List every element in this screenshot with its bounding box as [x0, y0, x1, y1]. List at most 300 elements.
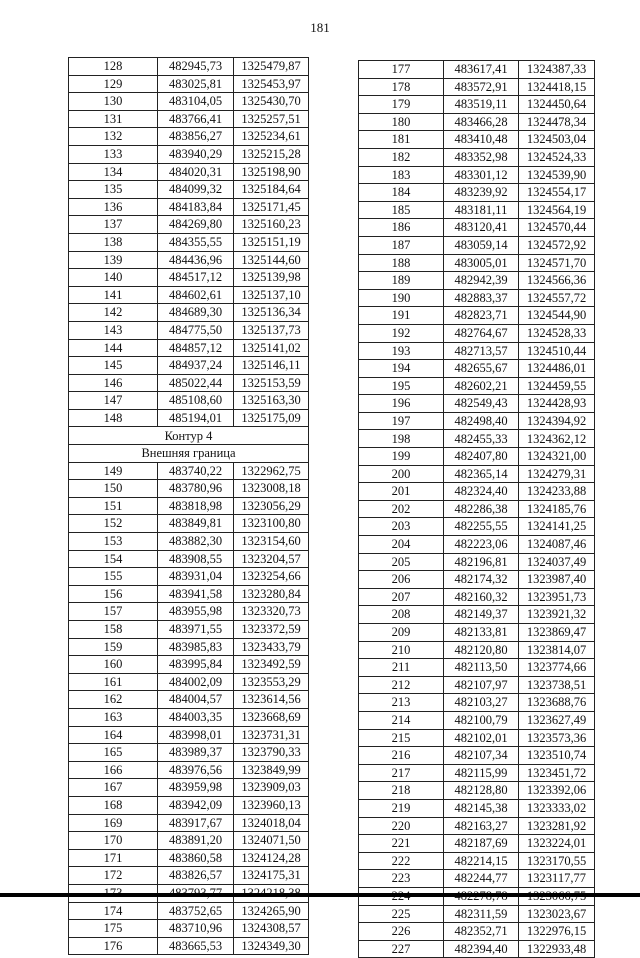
point-number-cell: 217 — [359, 764, 444, 782]
point-number-cell: 226 — [359, 923, 444, 941]
x-coordinate-cell: 483995,84 — [158, 656, 234, 674]
table-row — [69, 75, 309, 93]
x-coordinate-cell: 483752,65 — [158, 902, 234, 920]
point-number-cell: 214 — [359, 711, 444, 729]
point-number-cell: 187 — [359, 236, 444, 254]
y-coordinate-cell: 1323510,74 — [519, 747, 595, 765]
table-row — [359, 870, 595, 888]
x-coordinate-cell: 482324,40 — [444, 483, 519, 501]
table-row — [359, 571, 595, 589]
right-table-body — [359, 61, 595, 958]
x-coordinate-cell: 482187,69 — [444, 835, 519, 853]
x-coordinate-cell: 485194,01 — [158, 409, 234, 427]
y-coordinate-cell: 1323008,18 — [234, 480, 309, 498]
y-coordinate-cell: 1325234,61 — [234, 128, 309, 146]
point-number-cell: 129 — [69, 75, 158, 93]
table-row — [69, 269, 309, 287]
x-coordinate-cell: 484020,31 — [158, 163, 234, 181]
x-coordinate-cell: 482311,59 — [444, 905, 519, 923]
table-row — [359, 78, 595, 96]
y-coordinate-cell: 1324571,70 — [519, 254, 595, 272]
table-row — [69, 233, 309, 251]
point-number-cell: 171 — [69, 849, 158, 867]
point-number-cell: 209 — [359, 624, 444, 642]
x-coordinate-cell: 482113,50 — [444, 659, 519, 677]
x-coordinate-cell: 483766,41 — [158, 110, 234, 128]
x-coordinate-cell: 483891,20 — [158, 832, 234, 850]
table-row — [359, 553, 595, 571]
y-coordinate-cell: 1323433,79 — [234, 638, 309, 656]
contour-title-row — [69, 427, 309, 445]
point-number-cell: 192 — [359, 324, 444, 342]
point-number-cell: 196 — [359, 395, 444, 413]
x-coordinate-cell: 482655,67 — [444, 360, 519, 378]
table-row — [359, 606, 595, 624]
y-coordinate-cell: 1323774,66 — [519, 659, 595, 677]
y-coordinate-cell: 1324450,64 — [519, 96, 595, 114]
y-coordinate-cell: 1324321,00 — [519, 448, 595, 466]
point-number-cell: 191 — [359, 307, 444, 325]
table-row — [359, 483, 595, 501]
y-coordinate-cell: 1324486,01 — [519, 360, 595, 378]
x-coordinate-cell: 482455,33 — [444, 430, 519, 448]
point-number-cell: 142 — [69, 304, 158, 322]
point-number-cell: 199 — [359, 448, 444, 466]
table-row — [69, 691, 309, 709]
y-coordinate-cell: 1324279,31 — [519, 465, 595, 483]
table-row — [69, 920, 309, 938]
x-coordinate-cell: 484003,35 — [158, 708, 234, 726]
x-coordinate-cell: 482255,55 — [444, 518, 519, 536]
point-number-cell: 225 — [359, 905, 444, 923]
table-row — [359, 289, 595, 307]
y-coordinate-cell: 1324557,72 — [519, 289, 595, 307]
point-number-cell: 170 — [69, 832, 158, 850]
table-row — [69, 357, 309, 375]
point-number-cell: 131 — [69, 110, 158, 128]
y-coordinate-cell: 1323224,01 — [519, 835, 595, 853]
x-coordinate-cell: 483005,01 — [444, 254, 519, 272]
x-coordinate-cell: 483942,09 — [158, 796, 234, 814]
x-coordinate-cell: 484004,57 — [158, 691, 234, 709]
x-coordinate-cell: 482365,14 — [444, 465, 519, 483]
point-number-cell: 141 — [69, 286, 158, 304]
x-coordinate-cell: 483104,05 — [158, 93, 234, 111]
table-row — [69, 603, 309, 621]
table-row — [359, 782, 595, 800]
table-row — [359, 676, 595, 694]
x-coordinate-cell: 482223,06 — [444, 536, 519, 554]
y-coordinate-cell: 1323056,29 — [234, 497, 309, 515]
coordinates-table-right — [358, 60, 595, 958]
y-coordinate-cell: 1324175,31 — [234, 867, 309, 885]
point-number-cell: 134 — [69, 163, 158, 181]
table-row — [359, 835, 595, 853]
x-coordinate-cell: 483971,55 — [158, 621, 234, 639]
left-table-body-a — [69, 58, 309, 427]
x-coordinate-cell: 484269,80 — [158, 216, 234, 234]
x-coordinate-cell: 483519,11 — [444, 96, 519, 114]
x-coordinate-cell: 483998,01 — [158, 726, 234, 744]
point-number-cell: 215 — [359, 729, 444, 747]
table-row — [69, 286, 309, 304]
y-coordinate-cell: 1324018,04 — [234, 814, 309, 832]
point-number-cell: 181 — [359, 131, 444, 149]
table-row — [359, 236, 595, 254]
y-coordinate-cell: 1324387,33 — [519, 61, 595, 79]
table-row — [69, 761, 309, 779]
x-coordinate-cell: 482394,40 — [444, 940, 519, 958]
point-number-cell: 155 — [69, 568, 158, 586]
x-coordinate-cell: 482602,21 — [444, 377, 519, 395]
point-number-cell: 200 — [359, 465, 444, 483]
point-number-cell: 204 — [359, 536, 444, 554]
y-coordinate-cell: 1323451,72 — [519, 764, 595, 782]
x-coordinate-cell: 483181,11 — [444, 201, 519, 219]
table-row — [359, 518, 595, 536]
y-coordinate-cell: 1323573,36 — [519, 729, 595, 747]
table-row — [359, 395, 595, 413]
table-row — [359, 694, 595, 712]
y-coordinate-cell: 1325136,34 — [234, 304, 309, 322]
table-row — [69, 673, 309, 691]
y-coordinate-cell: 1323372,59 — [234, 621, 309, 639]
point-number-cell: 133 — [69, 145, 158, 163]
point-number-cell: 136 — [69, 198, 158, 216]
point-number-cell: 190 — [359, 289, 444, 307]
x-coordinate-cell: 483941,58 — [158, 585, 234, 603]
point-number-cell: 174 — [69, 902, 158, 920]
x-coordinate-cell: 483239,92 — [444, 184, 519, 202]
x-coordinate-cell: 483352,98 — [444, 148, 519, 166]
point-number-cell: 193 — [359, 342, 444, 360]
point-number-cell: 153 — [69, 533, 158, 551]
y-coordinate-cell: 1325151,19 — [234, 233, 309, 251]
point-number-cell: 140 — [69, 269, 158, 287]
y-coordinate-cell: 1325175,09 — [234, 409, 309, 427]
table-row — [69, 251, 309, 269]
x-coordinate-cell: 482149,37 — [444, 606, 519, 624]
x-coordinate-cell: 482549,43 — [444, 395, 519, 413]
y-coordinate-cell: 1325184,64 — [234, 181, 309, 199]
y-coordinate-cell: 1324141,25 — [519, 518, 595, 536]
y-coordinate-cell: 1325171,45 — [234, 198, 309, 216]
x-coordinate-cell: 484775,50 — [158, 321, 234, 339]
table-row — [69, 585, 309, 603]
y-coordinate-cell: 1324566,36 — [519, 272, 595, 290]
point-number-cell: 202 — [359, 500, 444, 518]
x-coordinate-cell: 483466,28 — [444, 113, 519, 131]
table-row — [359, 430, 595, 448]
table-row — [69, 796, 309, 814]
y-coordinate-cell: 1325430,70 — [234, 93, 309, 111]
x-coordinate-cell: 483985,83 — [158, 638, 234, 656]
point-number-cell: 208 — [359, 606, 444, 624]
x-coordinate-cell: 484689,30 — [158, 304, 234, 322]
table-row — [359, 324, 595, 342]
table-row — [69, 304, 309, 322]
x-coordinate-cell: 483959,98 — [158, 779, 234, 797]
table-row — [69, 656, 309, 674]
x-coordinate-cell: 485108,60 — [158, 392, 234, 410]
y-coordinate-cell: 1323849,99 — [234, 761, 309, 779]
table-row — [69, 533, 309, 551]
x-coordinate-cell: 483665,53 — [158, 937, 234, 955]
x-coordinate-cell: 482498,40 — [444, 412, 519, 430]
point-number-cell: 169 — [69, 814, 158, 832]
point-number-cell: 166 — [69, 761, 158, 779]
table-row — [69, 638, 309, 656]
y-coordinate-cell: 1325137,10 — [234, 286, 309, 304]
y-coordinate-cell: 1324539,90 — [519, 166, 595, 184]
x-coordinate-cell: 482244,77 — [444, 870, 519, 888]
x-coordinate-cell: 484857,12 — [158, 339, 234, 357]
table-row — [359, 659, 595, 677]
x-coordinate-cell: 483572,91 — [444, 78, 519, 96]
table-row — [69, 110, 309, 128]
table-row — [359, 852, 595, 870]
x-coordinate-cell: 482407,80 — [444, 448, 519, 466]
table-row — [69, 568, 309, 586]
table-row — [359, 113, 595, 131]
y-coordinate-cell: 1323814,07 — [519, 641, 595, 659]
point-number-cell: 205 — [359, 553, 444, 571]
point-number-cell: 212 — [359, 676, 444, 694]
x-coordinate-cell: 482764,67 — [444, 324, 519, 342]
y-coordinate-cell: 1325146,11 — [234, 357, 309, 375]
y-coordinate-cell: 1323254,66 — [234, 568, 309, 586]
point-number-cell: 159 — [69, 638, 158, 656]
y-coordinate-cell: 1323987,40 — [519, 571, 595, 589]
x-coordinate-cell: 484937,24 — [158, 357, 234, 375]
page-bottom-edge — [0, 893, 640, 897]
table-row — [69, 550, 309, 568]
x-coordinate-cell: 482102,01 — [444, 729, 519, 747]
y-coordinate-cell: 1323280,84 — [234, 585, 309, 603]
y-coordinate-cell: 1323668,69 — [234, 708, 309, 726]
point-number-cell: 148 — [69, 409, 158, 427]
point-number-cell: 188 — [359, 254, 444, 272]
y-coordinate-cell: 1324554,17 — [519, 184, 595, 202]
x-coordinate-cell: 483120,41 — [444, 219, 519, 237]
y-coordinate-cell: 1323921,32 — [519, 606, 595, 624]
table-row — [69, 708, 309, 726]
point-number-cell: 203 — [359, 518, 444, 536]
y-coordinate-cell: 1324478,34 — [519, 113, 595, 131]
table-row — [359, 148, 595, 166]
table-row — [359, 412, 595, 430]
y-coordinate-cell: 1324087,46 — [519, 536, 595, 554]
table-row — [359, 923, 595, 941]
x-coordinate-cell: 482128,80 — [444, 782, 519, 800]
x-coordinate-cell: 482196,81 — [444, 553, 519, 571]
table-row — [359, 131, 595, 149]
x-coordinate-cell: 484183,84 — [158, 198, 234, 216]
y-coordinate-cell: 1325141,02 — [234, 339, 309, 357]
table-row — [359, 219, 595, 237]
point-number-cell: 198 — [359, 430, 444, 448]
y-coordinate-cell: 1324233,88 — [519, 483, 595, 501]
point-number-cell: 156 — [69, 585, 158, 603]
table-row — [69, 621, 309, 639]
x-coordinate-cell: 484517,12 — [158, 269, 234, 287]
point-number-cell: 137 — [69, 216, 158, 234]
table-row — [69, 462, 309, 480]
x-coordinate-cell: 483410,48 — [444, 131, 519, 149]
y-coordinate-cell: 1323960,13 — [234, 796, 309, 814]
y-coordinate-cell: 1322976,15 — [519, 923, 595, 941]
table-row — [359, 500, 595, 518]
point-number-cell: 157 — [69, 603, 158, 621]
contour-subtitle-row — [69, 445, 309, 463]
x-coordinate-cell: 483301,12 — [444, 166, 519, 184]
table-row — [69, 902, 309, 920]
table-row — [359, 764, 595, 782]
table-row — [69, 497, 309, 515]
table-row — [359, 711, 595, 729]
point-number-cell: 167 — [69, 779, 158, 797]
table-row — [69, 726, 309, 744]
y-coordinate-cell: 1324418,15 — [519, 78, 595, 96]
table-row — [69, 321, 309, 339]
y-coordinate-cell: 1325137,73 — [234, 321, 309, 339]
point-number-cell: 164 — [69, 726, 158, 744]
point-number-cell: 178 — [359, 78, 444, 96]
x-coordinate-cell: 482133,81 — [444, 624, 519, 642]
table-row — [69, 480, 309, 498]
x-coordinate-cell: 483955,98 — [158, 603, 234, 621]
table-row — [69, 937, 309, 955]
point-number-cell: 219 — [359, 799, 444, 817]
x-coordinate-cell: 482107,34 — [444, 747, 519, 765]
point-number-cell: 207 — [359, 588, 444, 606]
point-number-cell: 177 — [359, 61, 444, 79]
table-row — [69, 779, 309, 797]
table-row — [69, 145, 309, 163]
point-number-cell: 150 — [69, 480, 158, 498]
point-number-cell: 223 — [359, 870, 444, 888]
table-row — [69, 163, 309, 181]
x-coordinate-cell: 483882,30 — [158, 533, 234, 551]
y-coordinate-cell: 1323170,55 — [519, 852, 595, 870]
point-number-cell: 172 — [69, 867, 158, 885]
point-number-cell: 210 — [359, 641, 444, 659]
y-coordinate-cell: 1323320,73 — [234, 603, 309, 621]
table-row — [359, 201, 595, 219]
x-coordinate-cell: 483908,55 — [158, 550, 234, 568]
table-row — [359, 588, 595, 606]
table-row — [359, 536, 595, 554]
y-coordinate-cell: 1324349,30 — [234, 937, 309, 955]
point-number-cell: 201 — [359, 483, 444, 501]
y-coordinate-cell: 1325153,59 — [234, 374, 309, 392]
table-row — [359, 166, 595, 184]
y-coordinate-cell: 1323790,33 — [234, 744, 309, 762]
y-coordinate-cell: 1324037,49 — [519, 553, 595, 571]
point-number-cell: 132 — [69, 128, 158, 146]
x-coordinate-cell: 482115,99 — [444, 764, 519, 782]
y-coordinate-cell: 1324265,90 — [234, 902, 309, 920]
y-coordinate-cell: 1324459,55 — [519, 377, 595, 395]
point-number-cell: 211 — [359, 659, 444, 677]
x-coordinate-cell: 482214,15 — [444, 852, 519, 870]
y-coordinate-cell: 1323731,31 — [234, 726, 309, 744]
y-coordinate-cell: 1324185,76 — [519, 500, 595, 518]
y-coordinate-cell: 1324524,33 — [519, 148, 595, 166]
x-coordinate-cell: 482100,79 — [444, 711, 519, 729]
x-coordinate-cell: 483976,56 — [158, 761, 234, 779]
point-number-cell: 183 — [359, 166, 444, 184]
point-number-cell: 154 — [69, 550, 158, 568]
table-row — [359, 184, 595, 202]
point-number-cell: 147 — [69, 392, 158, 410]
x-coordinate-cell: 483780,96 — [158, 480, 234, 498]
point-number-cell: 194 — [359, 360, 444, 378]
y-coordinate-cell: 1325257,51 — [234, 110, 309, 128]
y-coordinate-cell: 1324528,33 — [519, 324, 595, 342]
table-row — [69, 374, 309, 392]
y-coordinate-cell: 1323333,02 — [519, 799, 595, 817]
table-row — [69, 181, 309, 199]
y-coordinate-cell: 1323392,06 — [519, 782, 595, 800]
y-coordinate-cell: 1325479,87 — [234, 58, 309, 76]
table-row — [359, 448, 595, 466]
x-coordinate-cell: 483917,67 — [158, 814, 234, 832]
x-coordinate-cell: 483818,98 — [158, 497, 234, 515]
point-number-cell: 130 — [69, 93, 158, 111]
x-coordinate-cell: 482942,39 — [444, 272, 519, 290]
x-coordinate-cell: 483931,04 — [158, 568, 234, 586]
point-number-cell: 182 — [359, 148, 444, 166]
table-row — [359, 360, 595, 378]
y-coordinate-cell: 1323154,60 — [234, 533, 309, 551]
point-number-cell: 176 — [69, 937, 158, 955]
left-table-body-b — [69, 462, 309, 955]
point-number-cell: 144 — [69, 339, 158, 357]
point-number-cell: 179 — [359, 96, 444, 114]
point-number-cell: 135 — [69, 181, 158, 199]
y-coordinate-cell: 1324510,44 — [519, 342, 595, 360]
table-row — [359, 272, 595, 290]
x-coordinate-cell: 485022,44 — [158, 374, 234, 392]
y-coordinate-cell: 1325144,60 — [234, 251, 309, 269]
contour-heading — [69, 427, 309, 462]
point-number-cell: 195 — [359, 377, 444, 395]
table-row — [359, 624, 595, 642]
point-number-cell: 146 — [69, 374, 158, 392]
table-row — [69, 744, 309, 762]
point-number-cell: 216 — [359, 747, 444, 765]
x-coordinate-cell: 483710,96 — [158, 920, 234, 938]
point-number-cell: 189 — [359, 272, 444, 290]
contour-subtitle: Внешняя граница — [69, 445, 309, 463]
x-coordinate-cell: 482107,97 — [444, 676, 519, 694]
y-coordinate-cell: 1323738,51 — [519, 676, 595, 694]
point-number-cell: 160 — [69, 656, 158, 674]
x-coordinate-cell: 484355,55 — [158, 233, 234, 251]
point-number-cell: 213 — [359, 694, 444, 712]
y-coordinate-cell: 1324394,92 — [519, 412, 595, 430]
y-coordinate-cell: 1323627,49 — [519, 711, 595, 729]
table-row — [359, 465, 595, 483]
point-number-cell: 222 — [359, 852, 444, 870]
x-coordinate-cell: 483740,22 — [158, 462, 234, 480]
point-number-cell: 158 — [69, 621, 158, 639]
table-row — [69, 849, 309, 867]
y-coordinate-cell: 1322933,48 — [519, 940, 595, 958]
y-coordinate-cell: 1323909,03 — [234, 779, 309, 797]
x-coordinate-cell: 482174,32 — [444, 571, 519, 589]
